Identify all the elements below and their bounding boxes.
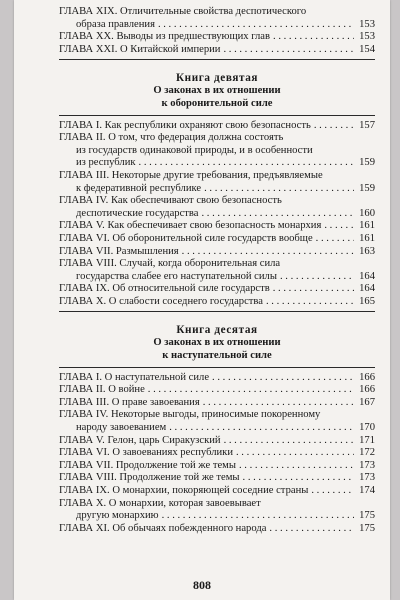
toc-page-number: 161	[359, 232, 375, 244]
toc-entry-text: ГЛАВА III. Некоторые другие требования, предъявляемые	[59, 169, 323, 181]
toc-page-number: 173	[359, 459, 375, 471]
toc-entry-line	[59, 258, 375, 271]
toc-entry-line	[59, 6, 375, 19]
toc-entry-text: ГЛАВА II. О войне	[59, 384, 145, 396]
toc-entry-line	[59, 472, 375, 485]
toc-entry	[59, 195, 375, 220]
leader-dots	[266, 296, 354, 309]
toc-entry-line	[59, 195, 375, 208]
toc-entry-line	[59, 220, 375, 233]
leader-dots	[324, 220, 354, 233]
leader-dots	[223, 44, 354, 57]
toc-page-number: 154	[359, 43, 375, 55]
toc-entry	[59, 233, 375, 246]
toc-entry	[59, 485, 375, 498]
section-divider	[59, 59, 375, 60]
section-divider	[59, 115, 375, 116]
toc-entry-text: ГЛАВА II. О том, что федерация должна состоять	[59, 132, 284, 144]
toc-entry-text: ГЛАВА XX. Выводы из предшествующих глав	[59, 31, 271, 43]
toc-entry-line	[59, 523, 375, 536]
toc-entry-text: ГЛАВА III. О праве завоевания	[59, 396, 200, 408]
book-nine-heading	[59, 72, 375, 115]
toc-page-number: 170	[359, 422, 375, 434]
toc-entry-line	[59, 145, 375, 158]
toc-entry	[59, 435, 375, 448]
toc-entry	[59, 447, 375, 460]
toc-entry-line	[59, 384, 375, 397]
toc-entry-line	[59, 435, 375, 448]
book-subtitle: к наступательной силе	[162, 350, 272, 362]
toc-entry-line	[59, 271, 375, 284]
toc-entry-text: ГЛАВА I. О наступательной силе	[59, 371, 210, 383]
toc-page-number: 164	[359, 283, 375, 295]
leader-dots	[269, 523, 354, 536]
toc-entry-text: государства слабее его наступательной силы	[76, 270, 277, 282]
toc-entry-text: ГЛАВА XI. Об обычаях побежденного народа	[59, 522, 267, 534]
toc-page-number: 166	[359, 384, 375, 396]
toc-entry-text: ГЛАВА X. О слабости соседнего государства	[59, 295, 263, 307]
book-page	[14, 0, 390, 600]
toc-entry	[59, 258, 375, 283]
book-subtitle: О законах в их отношении	[153, 337, 281, 349]
toc-page-number: 161	[359, 220, 375, 232]
section-divider	[59, 367, 375, 368]
toc-entry-text: ГЛАВА VI. О завоеваниях республики	[59, 447, 233, 459]
toc-entry	[59, 120, 375, 133]
leader-dots	[314, 120, 354, 133]
section-divider	[59, 311, 375, 312]
toc-entry-line	[59, 19, 375, 32]
toc-entry	[59, 498, 375, 523]
leader-dots	[311, 485, 354, 498]
leader-dots	[212, 372, 354, 385]
book-title: Книга десятая	[176, 324, 258, 337]
toc-entry-line	[59, 485, 375, 498]
toc-page-number: 160	[359, 207, 375, 219]
toc-page-number: 153	[359, 31, 375, 43]
toc-entry-line	[59, 296, 375, 309]
toc-entry	[59, 523, 375, 536]
book-ten-chapters	[59, 372, 375, 536]
toc-page-number: 159	[359, 157, 375, 169]
toc-entry-line	[59, 422, 375, 435]
toc-entry	[59, 296, 375, 309]
toc-entry-text: народу завоеванием	[76, 422, 167, 434]
toc-entry-text: образа правления	[76, 18, 155, 30]
leader-dots	[239, 460, 354, 473]
leader-dots	[148, 384, 354, 397]
toc-entry-line	[59, 233, 375, 246]
book-ten-heading	[59, 324, 375, 367]
toc-entry	[59, 409, 375, 434]
toc-entry-text: ГЛАВА X. О монархии, которая завоевывает	[59, 497, 261, 509]
toc-entry	[59, 44, 375, 57]
toc-entry-line	[59, 397, 375, 410]
toc-entry-text: ГЛАВА XIX. Отличительные свойства деспотического	[59, 6, 307, 17]
toc-entry	[59, 6, 375, 31]
toc-page-number: 167	[359, 396, 375, 408]
table-of-contents	[59, 6, 375, 535]
toc-entry	[59, 397, 375, 410]
toc-entry-line	[59, 132, 375, 145]
toc-entry-line	[59, 409, 375, 422]
toc-entry-text: ГЛАВА VI. Об оборонительной силе государств вообще	[59, 232, 313, 244]
toc-page-number: 157	[359, 119, 375, 131]
toc-entry-line	[59, 372, 375, 385]
toc-entry-text: ГЛАВА VIII. Случай, когда оборонительная сила	[59, 258, 281, 270]
toc-entry-line	[59, 510, 375, 523]
toc-page-number: 175	[359, 522, 375, 534]
toc-entry-line	[59, 498, 375, 511]
toc-entry-text: деспотические государства	[76, 207, 199, 219]
book-subtitle: к оборонительной силе	[161, 97, 273, 109]
toc-entry	[59, 170, 375, 195]
toc-entry-text: ГЛАВА V. Гелон, царь Сиракузский	[59, 434, 221, 446]
toc-entry-text: ГЛАВА XXI. О Китайской империи	[59, 43, 221, 55]
toc-entry	[59, 384, 375, 397]
toc-entry-text: ГЛАВА IX. О монархии, покоряющей соседние страны	[59, 485, 309, 496]
toc-entry	[59, 132, 375, 170]
toc-entry-line	[59, 44, 375, 57]
toc-entry-line	[59, 246, 375, 259]
toc-page-number: 175	[359, 510, 375, 522]
toc-page-number: 153	[359, 18, 375, 30]
book-nine-chapters	[59, 120, 375, 313]
toc-entry-line	[59, 283, 375, 296]
toc-entry-line	[59, 447, 375, 460]
toc-entry-line	[59, 157, 375, 170]
toc-page-number: 174	[359, 485, 375, 496]
toc-entry	[59, 372, 375, 385]
toc-entry-text: ГЛАВА IV. Как обеспечивают свою безопасность	[59, 195, 282, 207]
toc-entry-text: ГЛАВА IV. Некоторые выгоды, приносимые покоренному	[59, 409, 321, 421]
toc-page-number: 171	[359, 434, 375, 446]
toc-page-number: 159	[359, 182, 375, 194]
toc-section-top	[59, 6, 375, 60]
toc-entry	[59, 283, 375, 296]
leader-dots	[182, 246, 354, 259]
leader-dots	[243, 472, 354, 485]
toc-page-number: 164	[359, 270, 375, 282]
toc-entry-text: из республик	[76, 157, 136, 169]
leader-dots	[273, 283, 354, 296]
leader-dots	[162, 510, 354, 523]
toc-entry-text: ГЛАВА VIII. Продолжение той же темы	[59, 472, 240, 484]
toc-page-number: 166	[359, 371, 375, 383]
page-number: 808	[193, 578, 211, 592]
leader-dots	[139, 157, 354, 170]
toc-entry-text: другую монархию	[76, 510, 159, 522]
toc-entry-text: к федеративной республике	[76, 182, 202, 194]
toc-entry-line	[59, 208, 375, 221]
leader-dots	[224, 435, 354, 448]
toc-entry-line	[59, 120, 375, 133]
toc-entry-line	[59, 460, 375, 473]
toc-page-number: 163	[359, 245, 375, 257]
leader-dots	[316, 233, 354, 246]
toc-entry-line	[59, 170, 375, 183]
toc-entry-text: ГЛАВА IX. Об относительной силе государств	[59, 283, 270, 295]
toc-entry-text: ГЛАВА VII. Продолжение той же темы	[59, 459, 236, 471]
toc-entry-line	[59, 183, 375, 196]
toc-entry-text: из государств одинаковой природы, и в особенности	[76, 144, 313, 156]
toc-entry-text: ГЛАВА I. Как республики охраняют свою безопасность	[59, 119, 311, 131]
toc-entry	[59, 246, 375, 259]
leader-dots	[169, 422, 354, 435]
leader-dots	[280, 271, 354, 284]
leader-dots	[158, 19, 354, 32]
toc-entry	[59, 31, 375, 44]
leader-dots	[273, 31, 354, 44]
toc-entry-text: ГЛАВА VII. Размышления	[59, 245, 179, 257]
leader-dots	[201, 208, 354, 221]
leader-dots	[236, 447, 354, 460]
book-title: Книга девятая	[175, 72, 259, 85]
toc-entry-line	[59, 31, 375, 44]
toc-page-number: 173	[359, 472, 375, 484]
leader-dots	[203, 397, 354, 410]
book-subtitle: О законах в их отношении	[153, 85, 281, 97]
leader-dots	[204, 183, 354, 196]
toc-entry	[59, 460, 375, 473]
toc-page-number: 172	[359, 447, 375, 459]
toc-entry-text: ГЛАВА V. Как обеспечивает свою безопасность монархия	[59, 220, 322, 232]
toc-entry	[59, 472, 375, 485]
toc-entry	[59, 220, 375, 233]
toc-page-number: 165	[359, 295, 375, 307]
